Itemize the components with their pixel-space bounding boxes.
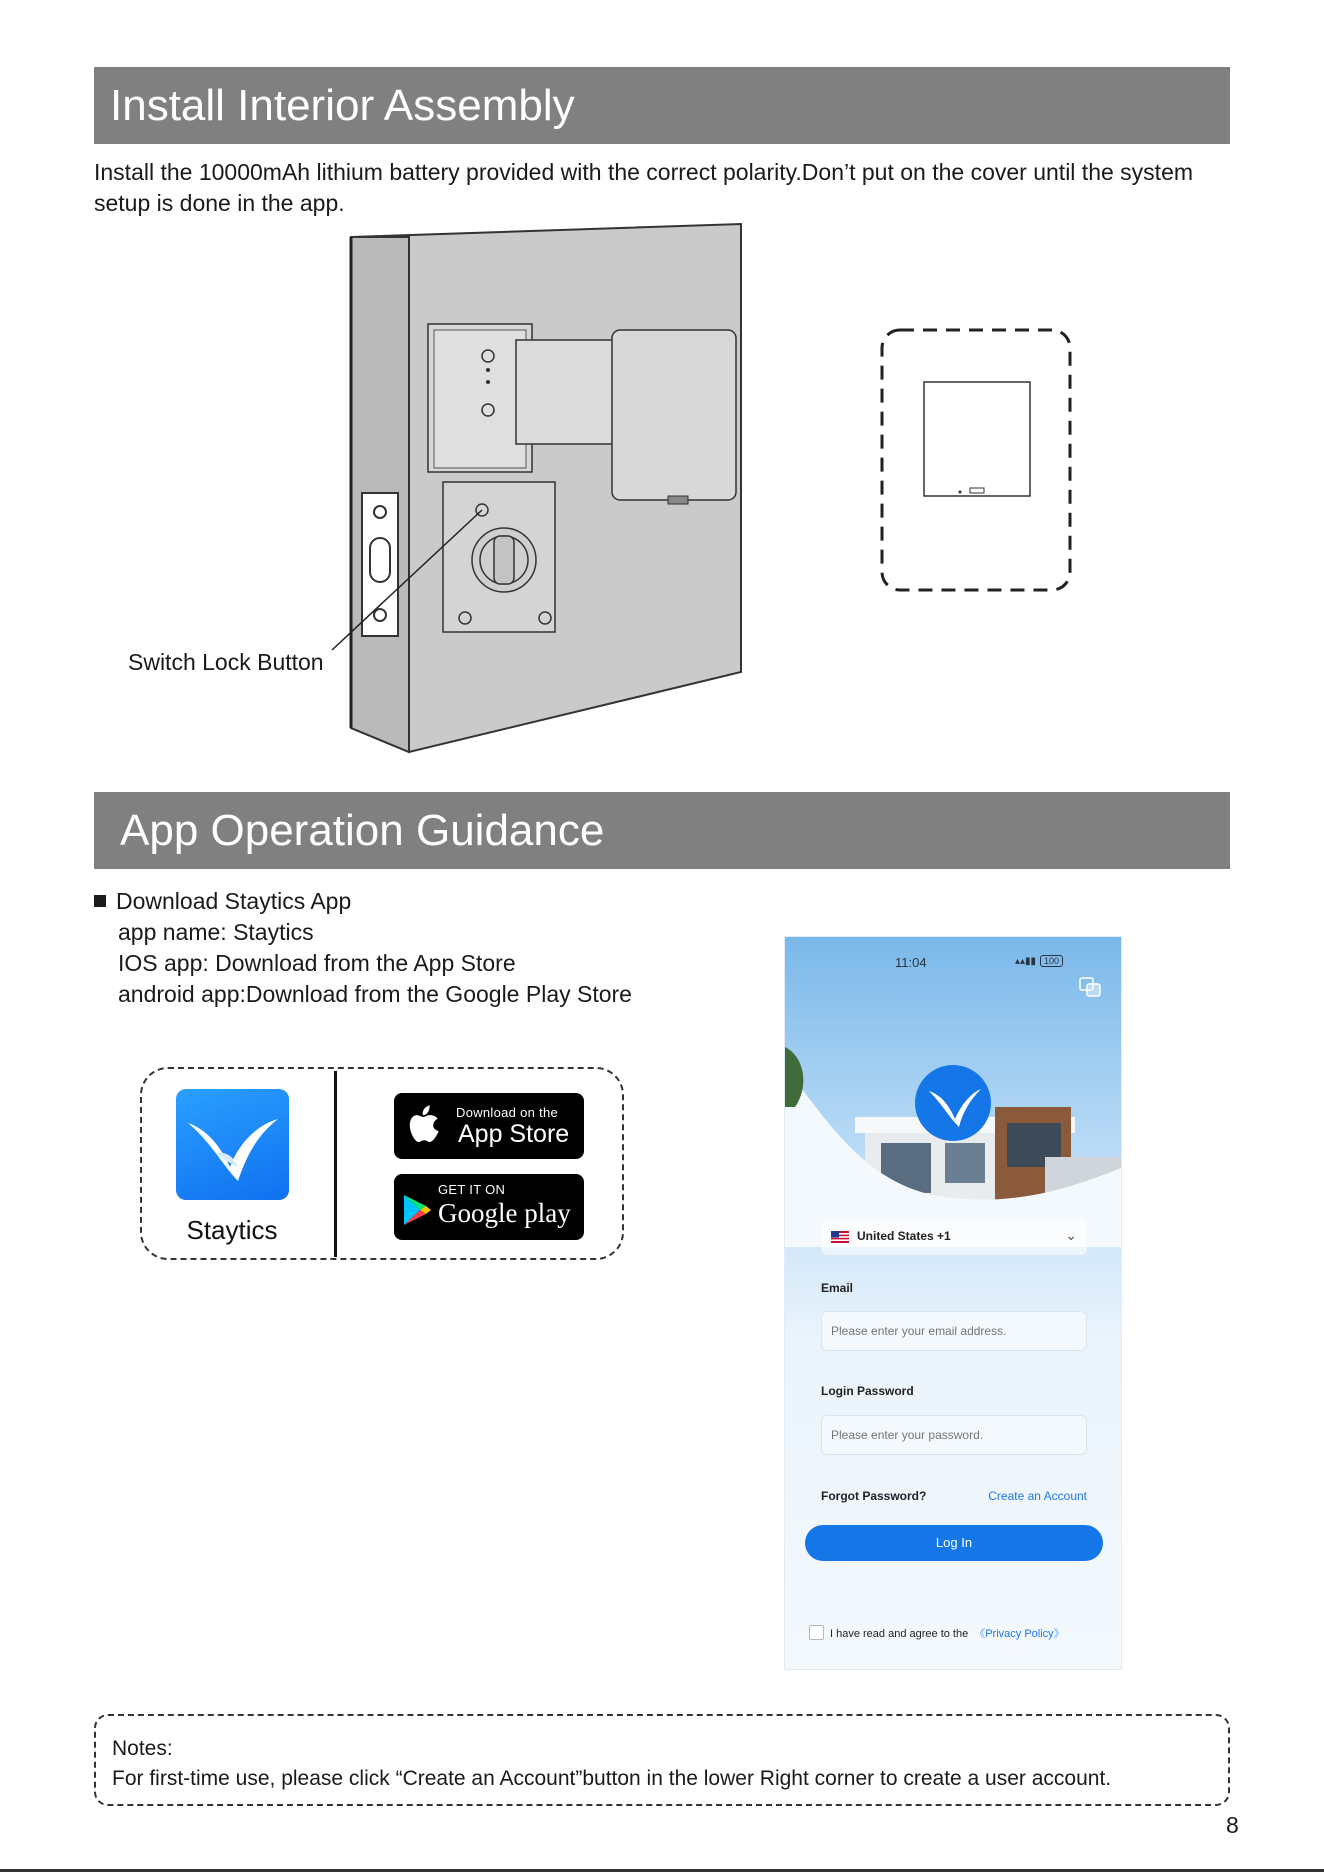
app-store-big-text: App Store [458,1120,570,1148]
google-play-big-text: Google play [438,1198,571,1228]
square-bullet-icon [94,895,106,907]
email-label: Email [821,1281,854,1295]
login-button[interactable]: Log In [805,1525,1103,1561]
guide-line-android: android app:Download from the Google Play Store [118,981,632,1007]
interior-assembly-illustration [120,220,760,760]
battery-icon: 100 [1040,955,1063,967]
app-name-label: Staytics [186,1215,278,1245]
download-guide [94,886,734,1010]
app-login-screenshot [784,936,1122,1670]
guide-heading: Download Staytics App [116,888,352,914]
section-header-install-interior: Install Interior Assembly [94,67,1230,144]
password-label: Login Password [821,1384,914,1398]
staytics-app-icon[interactable] [176,1089,289,1200]
email-field[interactable] [821,1311,1087,1351]
install-intro-text: Install the 10000mAh lithium battery provided with the correct polarity.Don’t put on the cover until the system setup is done in the app. [94,159,1194,216]
google-play-badge[interactable] [394,1174,584,1240]
notes-text: For first-time use, please click “Create an Account”button in the lower Right corner to create a user account. [112,1767,1112,1790]
country-label: United States +1 [857,1229,951,1243]
us-flag-icon [831,1231,849,1243]
guide-line-app-name: app name: Staytics [118,919,314,945]
privacy-agreement-row [809,1625,1065,1641]
forgot-password-link[interactable]: Forgot Password? [821,1489,927,1503]
agree-checkbox[interactable] [809,1625,824,1640]
privacy-policy-link[interactable]: 《Privacy Policy》 [974,1628,1065,1640]
battery-cover-illustration [880,328,1072,592]
password-field[interactable] [821,1415,1087,1455]
download-box-divider [334,1071,337,1257]
agree-text: I have read and agree to the [830,1628,969,1640]
staytics-bird-icon [176,1089,289,1200]
notes-box [94,1714,1230,1806]
status-bar-icons [1015,955,1063,967]
apple-icon [408,1104,444,1146]
chevron-down-icon: ⌄ [1065,1227,1077,1243]
app-store-badge[interactable] [394,1093,584,1159]
translate-icon[interactable] [1079,977,1101,997]
app-store-small-text: Download on the [456,1105,559,1120]
notes-heading: Notes: [112,1737,173,1760]
status-time: 11:04 [895,955,927,970]
guide-line-ios: IOS app: Download from the App Store [118,950,516,976]
switch-lock-button-label: Switch Lock Button [128,649,324,675]
section-header-app-operation: App Operation Guidance [94,792,1230,869]
page-number: 8 [1226,1812,1239,1838]
wifi-signal-icon: ▴▴▮▮ [1015,956,1037,967]
google-play-small-text: GET IT ON [438,1182,506,1197]
download-box [140,1067,624,1260]
create-account-link[interactable]: Create an Account [988,1489,1087,1503]
staytics-logo-icon [915,1065,991,1141]
google-play-icon [402,1194,432,1226]
country-code-select[interactable] [821,1219,1087,1255]
